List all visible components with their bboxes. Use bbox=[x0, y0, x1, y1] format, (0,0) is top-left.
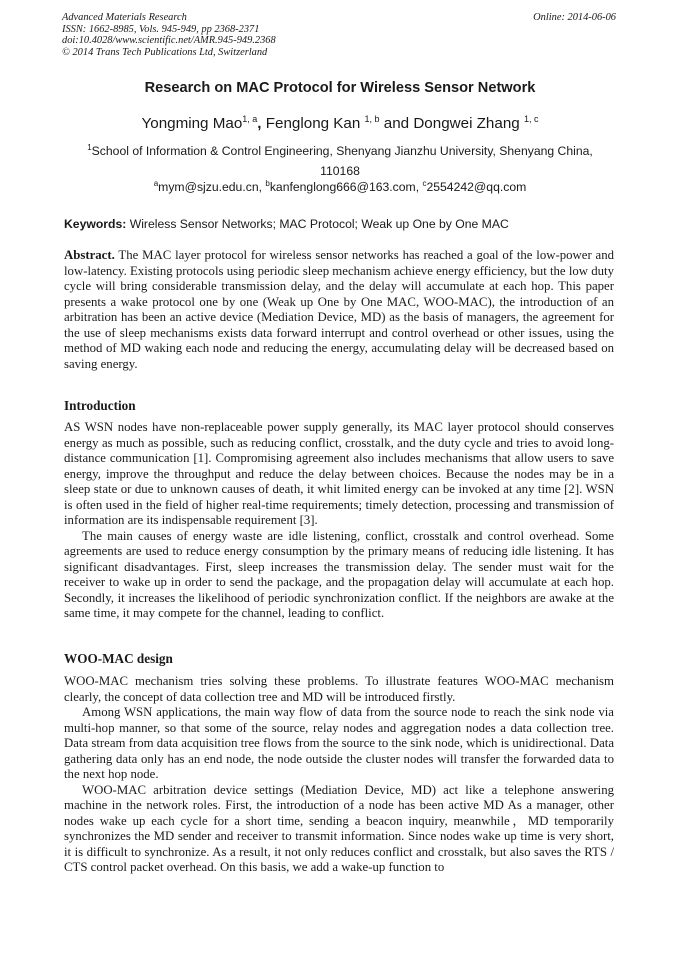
affiliation-sup: 1 bbox=[87, 143, 92, 152]
woo-mac-paragraph-3: WOO-MAC arbitration device settings (Mediation Device, MD) act like a telephone answering machine in the network roles. First, the introduction of a node has been active MD As a manager, other nodes wake up each cycle for a short time, sending a beacon inquiry, meanwhile，MD temporarily synchronizes the MD sender and receiver to transmit information. Since nodes wake up time is very short, it is difficult to synchronize. As a result, it not only reduces conflict and crosstalk, but also saves the RTS / CTS control packet overhead. On this basis, we add a wake-up function to bbox=[64, 782, 614, 874]
woo-mac-paragraph-1: WOO-MAC mechanism tries solving these problems. To illustrate features WOO-MAC mechanism clearly, the concept of data collection tree and MD will be introduced firstly. bbox=[64, 674, 614, 704]
journal-issn: ISSN: 1662-8985, Vols. 945-949, pp 2368-2371 bbox=[62, 23, 260, 35]
introduction-heading: Introduction bbox=[64, 398, 136, 413]
journal-doi: doi:10.4028/www.scientific.net/AMR.945-949.2368 bbox=[62, 35, 276, 47]
woo-mac-heading: WOO-MAC design bbox=[64, 651, 173, 666]
keywords bbox=[64, 217, 620, 231]
author-1: Yongming Mao bbox=[141, 115, 243, 132]
author-2-affil: 1, b bbox=[364, 114, 380, 124]
journal-copyright: © 2014 Trans Tech Publications Ltd, Switzerland bbox=[62, 46, 268, 58]
affiliation bbox=[82, 138, 598, 181]
author-sep-2: and bbox=[379, 115, 414, 132]
author-1-affil: 1, a bbox=[242, 114, 258, 124]
introduction-paragraph-2: The main causes of energy waste are idle listening, conflict, crosstalk and control overhead. Some agreements are used to reduce energy consumption by the primary means of reducing idle listening. It has significant disadvantages. First, sleep increases the transmission delay. The sender must wait for the receiver to wake up in order to send the package, and the propagation delay will accumulate at each hop. Secondly, it increases the likelihood of periodic synchronization conflict. If the neighbors are awake at the same time, it may compete for the channel, leading to conflict. bbox=[64, 528, 614, 620]
email-a: mym@sjzu.edu.cn, bbox=[158, 180, 266, 194]
email-a-sup: a bbox=[153, 179, 159, 188]
abstract-text: The MAC layer protocol for wireless sensor networks has reached a goal of the low-power and low-latency. Existing protocols using periodic sleep mechanism achieve energy efficiency, but the low duty cycle will bring considerable transmission delay, and the delay will accumulate at each hop. This paper presents a wake protocol one by one (Weak up One by One MAC, WOO-MAC), the introduction of an arbitration has been an active device (Mediation Device, MD) as the basis of managers, the agreement for the use of sleep mechanisms exists data forward interrupt and control overhead or other issues, using the method of MD waking each node and reducing the energy, accumulating delay will be decreased based on saving energy. bbox=[64, 248, 614, 371]
author-2: Fenglong Kan bbox=[265, 115, 365, 132]
paper-title: Research on MAC Protocol for Wireless Sensor Network bbox=[144, 80, 536, 96]
abstract-paragraph bbox=[64, 248, 614, 372]
keywords-text: Wireless Sensor Networks; MAC Protocol; Weak up One by One MAC bbox=[126, 217, 509, 231]
woo-mac-paragraph-2: Among WSN applications, the main way flow of data from the source node to reach the sink node via multi-hop manner, so that some of the source, relay nodes and aggregation nodes a data collection tree. Data stream from data acquisition tree flows from the source to the sink node, which is unidirectional. Data gathering data only has an end node, the node outside the cluster nodes will transfer the forwarded data to the next hop node. bbox=[64, 705, 614, 781]
author-3-affil: 1, c bbox=[523, 114, 539, 124]
email-b: kanfenglong666@163.com, bbox=[269, 180, 423, 194]
author-3: Dongwei Zhang bbox=[413, 115, 524, 132]
author-sep-1: , bbox=[257, 115, 266, 132]
affiliation-text: School of Information & Control Engineering, Shenyang Jianzhu University, Shenyang China, 110168 bbox=[91, 144, 593, 178]
online-date: Online: 2014-06-06 bbox=[533, 12, 616, 23]
woo-mac-body bbox=[64, 674, 614, 876]
email-c: 2554242@qq.com bbox=[426, 180, 527, 194]
introduction-paragraph-1: AS WSN nodes have non-replaceable power supply generally, its MAC layer protocol should conserves energy as much as possible, such as reducing conflict, crosstalk, and the duty cycle and tries to avoid long-distance communication [1]. Compromising agreement also includes mechanisms that allow users to save energy, improve the throughput and reduce the delay between choices. Because the nodes may be in a sleep state or due to unknown causes of death, it whit limited energy can be invoked at any time [2]. WSN is often used in the field of higher real-time requirements; timely detection, processing and transmission of information are its indispensable requirement [3]. bbox=[64, 420, 614, 527]
email-c-sup: c bbox=[422, 179, 427, 188]
journal-name: Advanced Materials Research bbox=[62, 12, 187, 23]
abstract bbox=[64, 248, 614, 372]
author-emails bbox=[62, 179, 618, 194]
keywords-label: Keywords: bbox=[64, 217, 127, 231]
introduction-body bbox=[64, 420, 614, 622]
email-b-sup: b bbox=[265, 179, 270, 188]
author-line bbox=[62, 114, 618, 132]
journal-header bbox=[62, 12, 618, 58]
abstract-label: Abstract. bbox=[64, 248, 115, 262]
